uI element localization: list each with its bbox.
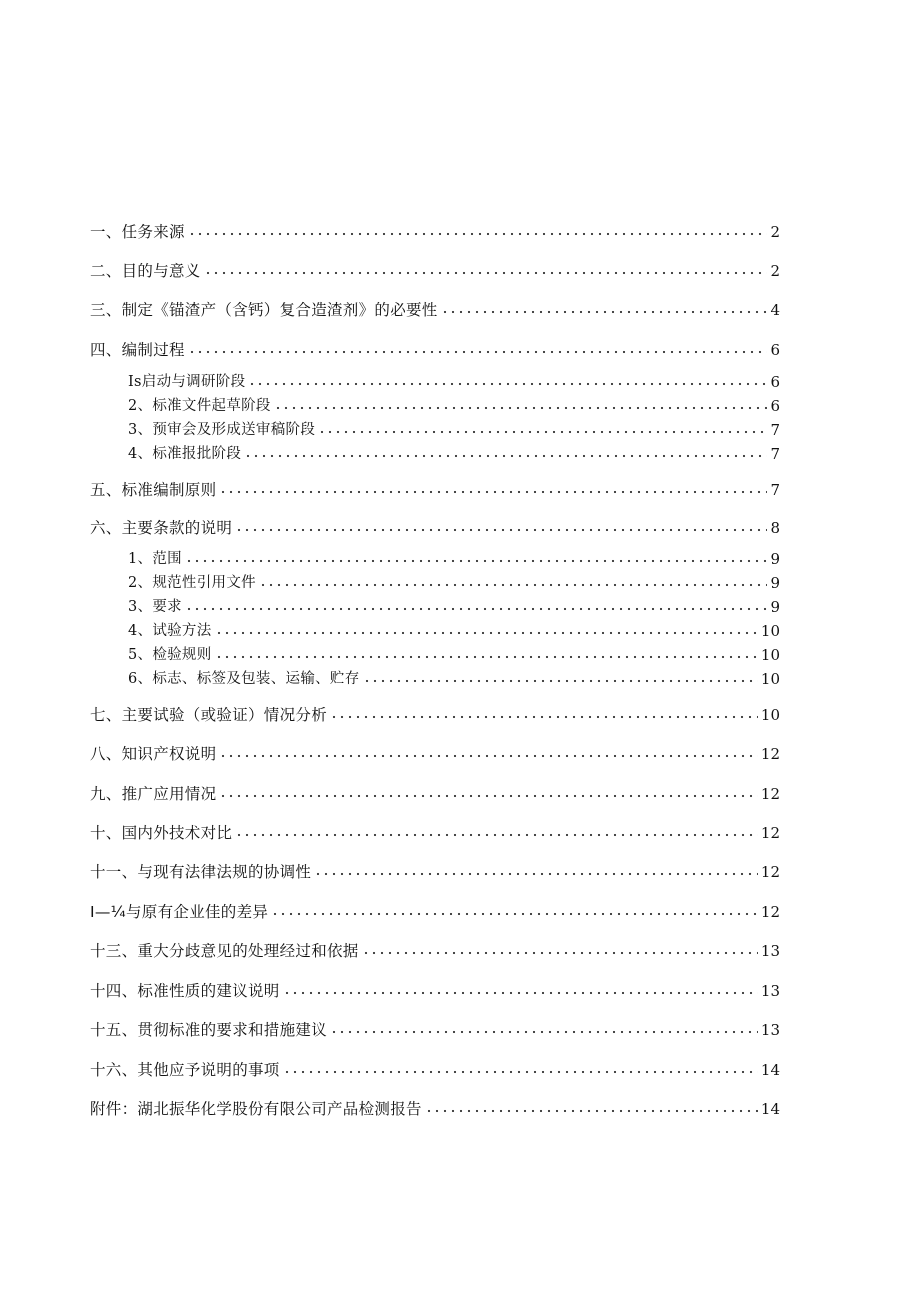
- dot-leader: [363, 677, 758, 685]
- dot-leader: [185, 605, 768, 613]
- toc-entry-page: 7: [770, 421, 780, 439]
- toc-subentry-6-1[interactable]: [128, 547, 780, 569]
- toc-entry-page: 14: [760, 1061, 780, 1079]
- dot-leader: [215, 629, 758, 637]
- toc-entry-label: 一、任务来源: [90, 223, 185, 241]
- toc-entry-page: 12: [760, 785, 780, 803]
- toc-entry-label: Is启动与调研阶段: [128, 374, 246, 390]
- toc-entry-label: 十六、其他应予说明的事项: [90, 1061, 280, 1079]
- toc-entry-label: 十一、与现有法律法规的协调性: [90, 863, 312, 881]
- toc-entry-page: 2: [770, 223, 780, 241]
- toc-entry-page: 12: [760, 745, 780, 763]
- toc-entry-label: 附件：湖北振华化学股份有限公司产品检测报告: [90, 1100, 422, 1118]
- toc-entry-page: 6: [770, 373, 780, 391]
- dot-leader: [259, 581, 768, 589]
- toc-entry-page: 12: [760, 863, 780, 881]
- toc-entry-appendix[interactable]: [90, 1095, 780, 1119]
- toc-entry-page: 14: [760, 1100, 780, 1118]
- dot-leader: [244, 452, 767, 460]
- toc-entry-4[interactable]: [90, 336, 780, 360]
- dot-leader: [271, 910, 758, 918]
- dot-leader: [283, 1068, 758, 1076]
- toc-entry-label: 1、范围: [128, 551, 182, 567]
- dot-leader: [274, 404, 768, 412]
- toc-entry-page: 10: [760, 706, 780, 724]
- toc-entry-label: 九、推广应用情况: [90, 785, 217, 803]
- toc-entry-page: 13: [760, 942, 780, 960]
- toc-entry-3[interactable]: [90, 296, 780, 320]
- toc-entry-label: 三、制定《锚渣产（含钙）复合造渣剂》的必要性: [90, 301, 438, 319]
- toc-entry-page: 7: [770, 445, 780, 463]
- toc-entry-label: 5、检验规则: [128, 647, 212, 663]
- toc-entry-page: 9: [770, 598, 780, 616]
- toc-entry-10[interactable]: [90, 819, 780, 843]
- dot-leader: [204, 269, 768, 277]
- toc-entry-16[interactable]: [90, 1056, 780, 1080]
- toc-entry-label: 十四、标准性质的建议说明: [90, 982, 280, 1000]
- toc-entry-page: 8: [770, 519, 780, 537]
- toc-entry-14[interactable]: [90, 977, 780, 1001]
- toc-subentry-4-1[interactable]: [128, 370, 780, 392]
- toc-entry-page: 7: [770, 481, 780, 499]
- dot-leader: [188, 230, 768, 238]
- dot-leader: [235, 831, 758, 839]
- toc-entry-12[interactable]: [90, 898, 780, 922]
- dot-leader: [188, 348, 768, 356]
- dot-leader: [330, 1028, 758, 1036]
- dot-leader: [314, 870, 758, 878]
- toc-entry-1[interactable]: [90, 218, 780, 242]
- dot-leader: [235, 526, 767, 534]
- toc-subentry-4-3[interactable]: [128, 418, 780, 440]
- toc-entry-label: I—¼与原有企业佳的差异: [90, 903, 269, 921]
- toc-subentry-4-2[interactable]: [128, 394, 780, 416]
- dot-leader: [318, 428, 767, 436]
- toc-entry-page: 6: [770, 397, 780, 415]
- toc-entry-page: 10: [760, 670, 780, 688]
- toc-entry-5[interactable]: [90, 476, 780, 500]
- toc-entry-label: 七、主要试验（或验证）情况分析: [90, 706, 328, 724]
- toc-subentry-6-3[interactable]: [128, 595, 780, 617]
- toc-entry-page: 10: [760, 622, 780, 640]
- toc-entry-page: 10: [760, 646, 780, 664]
- toc-entry-page: 6: [770, 341, 780, 359]
- toc-entry-label: 4、标准报批阶段: [128, 446, 242, 462]
- toc-entry-label: 4、试验方法: [128, 623, 212, 639]
- dot-leader: [219, 488, 767, 496]
- toc-subentry-4-4[interactable]: [128, 442, 780, 464]
- toc-entry-page: 9: [770, 550, 780, 568]
- toc-entry-page: 2: [770, 262, 780, 280]
- toc-entry-label: 六、主要条款的说明: [90, 519, 233, 537]
- dot-leader: [219, 792, 758, 800]
- toc-entry-15[interactable]: [90, 1016, 780, 1040]
- toc-subentry-6-6[interactable]: [128, 667, 780, 689]
- toc-entry-page: 13: [760, 1021, 780, 1039]
- toc-entry-2[interactable]: [90, 257, 780, 281]
- toc-subentry-6-2[interactable]: [128, 571, 780, 593]
- toc-entry-label: 6、标志、标签及包装、运输、贮存: [128, 671, 360, 687]
- toc-entry-label: 2、规范性引用文件: [128, 575, 256, 591]
- toc-entry-page: 13: [760, 982, 780, 1000]
- toc-entry-13[interactable]: [90, 937, 780, 961]
- toc-entry-label: 十三、重大分歧意见的处理经过和依据: [90, 942, 359, 960]
- toc-entry-label: 3、要求: [128, 599, 182, 615]
- toc-entry-page: 4: [770, 301, 780, 319]
- toc-entry-6[interactable]: [90, 514, 780, 538]
- dot-leader: [425, 1107, 758, 1115]
- dot-leader: [185, 557, 768, 565]
- toc-entry-label: 2、标准文件起草阶段: [128, 398, 271, 414]
- toc-entry-label: 二、目的与意义: [90, 262, 201, 280]
- dot-leader: [283, 989, 758, 997]
- dot-leader: [248, 380, 767, 388]
- dot-leader: [215, 653, 758, 661]
- toc-entry-11[interactable]: [90, 858, 780, 882]
- dot-leader: [441, 308, 768, 316]
- toc-entry-page: 12: [760, 903, 780, 921]
- dot-leader: [362, 949, 758, 957]
- toc-entry-label: 3、预审会及形成送审稿阶段: [128, 422, 316, 438]
- toc-subentry-6-5[interactable]: [128, 643, 780, 665]
- toc-entry-label: 十五、贯彻标准的要求和措施建议: [90, 1021, 328, 1039]
- toc-entry-label: 四、编制过程: [90, 341, 185, 359]
- dot-leader: [330, 713, 758, 721]
- toc-entry-page: 12: [760, 824, 780, 842]
- toc-entry-9[interactable]: [90, 780, 780, 804]
- dot-leader: [219, 752, 758, 760]
- toc-subentry-6-4[interactable]: [128, 619, 780, 641]
- toc-entry-8[interactable]: [90, 740, 780, 764]
- toc-entry-page: 9: [770, 574, 780, 592]
- toc-entry-label: 五、标准编制原则: [90, 481, 217, 499]
- toc-entry-label: 十、国内外技术对比: [90, 824, 233, 842]
- toc-entry-label: 八、知识产权说明: [90, 745, 217, 763]
- toc-entry-7[interactable]: [90, 701, 780, 725]
